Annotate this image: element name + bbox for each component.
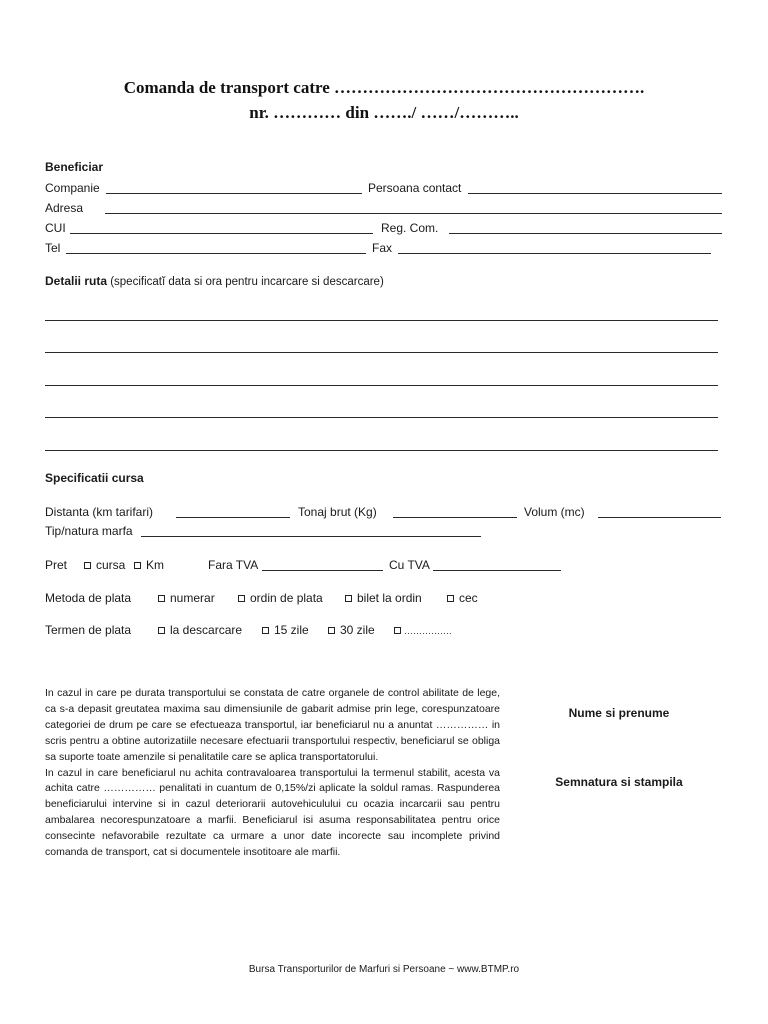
checkbox-icon	[158, 595, 165, 602]
termen-option-15-zile: 15 zile	[274, 623, 309, 637]
ruta-blank-line	[45, 385, 718, 386]
tel-field	[66, 253, 366, 254]
tonaj-field	[393, 517, 517, 518]
companie-row	[0, 180, 768, 196]
distanta-row	[0, 504, 768, 520]
detalii-ruta-heading-group	[45, 273, 384, 290]
cui-label: CUI	[45, 221, 66, 235]
termen-option-la-descarcare: la descarcare	[170, 623, 243, 637]
checkbox-icon	[394, 627, 401, 634]
metoda-plata-label: Metoda de plata	[45, 591, 132, 605]
detalii-ruta-note: (specificatĭ data si ora pentru incarcare si descarcare)	[107, 276, 384, 288]
reg-com-label: Reg. Com.	[381, 221, 439, 235]
fara-tva-field	[262, 570, 383, 571]
checkbox-icon	[262, 627, 269, 634]
cu-tva-label: Cu TVA	[389, 558, 430, 572]
nume-prenume-label: Nume si prenume	[568, 706, 670, 720]
ruta-blank-line	[45, 352, 718, 353]
checkbox-icon	[158, 627, 165, 634]
semnatura-stampila-label: Semnatura si stampila	[555, 775, 683, 789]
adresa-label: Adresa	[45, 201, 84, 215]
checkbox-icon	[238, 595, 245, 602]
distanta-field	[176, 517, 290, 518]
pret-option-cursa: cursa	[96, 558, 126, 572]
tonaj-label: Tonaj brut (Kg)	[298, 505, 377, 519]
document-title: Comanda de transport catre ……………………………………………….	[123, 78, 645, 97]
clauze-text-block	[45, 686, 500, 861]
checkbox-icon	[345, 595, 352, 602]
beneficiar-heading: Beneficiar	[45, 160, 104, 174]
checkbox-icon	[134, 562, 141, 569]
ruta-blank-line	[45, 417, 718, 418]
ruta-blank-line	[45, 450, 718, 451]
detalii-ruta-heading: Detalii ruta	[45, 274, 108, 288]
companie-label: Companie	[45, 181, 100, 195]
specificatii-heading-row	[0, 470, 768, 486]
marfa-row	[0, 523, 768, 539]
adresa-row	[0, 200, 768, 216]
reg-com-field	[449, 233, 722, 234]
pret-row	[0, 557, 768, 573]
cui-row	[0, 220, 768, 236]
tel-label: Tel	[45, 241, 61, 255]
termen-plata-label: Termen de plata	[45, 623, 132, 637]
fax-field	[398, 253, 711, 254]
metoda-plata-row	[0, 590, 768, 606]
termen-option-other: …………….	[404, 626, 452, 636]
volum-field	[598, 517, 721, 518]
persoana-contact-label: Persoana contact	[368, 181, 462, 195]
detalii-ruta-row	[0, 273, 768, 289]
marfa-field	[141, 536, 481, 537]
cui-field	[70, 233, 373, 234]
persoana-contact-field	[468, 193, 722, 194]
fax-label: Fax	[372, 241, 393, 255]
metoda-option-bilet-la-ordin: bilet la ordin	[357, 591, 422, 605]
metoda-option-numerar: numerar	[170, 591, 215, 605]
checkbox-icon	[328, 627, 335, 634]
cu-tva-field	[433, 570, 561, 571]
clause-paragraph: In cazul in care beneficiarul nu achita contravaloarea transportului la termenul stabilit, acesta va achita catre …………… penalitati in cuantum de 0,15%/zi aplicate la soldul ramas. Raspunderea beneficiarului intervine si in cazul deteriorarii autovehiculului cu ocazia incarcarii sau pentru ambalarea necorespunzatoare a marfii. Beneficiarul isi asuma responsabilitatea pentru orice consecinte nefavorabile rezultate ca urmare a unor date incorecte sau incomplete privind comanda de transport, cat si documentele insotitoare ale marfii.	[45, 766, 500, 859]
page-footer: Bursa Transporturilor de Marfuri si Persoane ~ www.BTMP.ro	[248, 964, 520, 975]
companie-field	[106, 193, 362, 194]
pret-label: Pret	[45, 558, 68, 572]
fara-tva-label: Fara TVA	[208, 558, 259, 572]
marfa-label: Tip/natura marfa	[45, 524, 133, 538]
metoda-option-ordin-de-plata: ordin de plata	[250, 591, 323, 605]
checkbox-icon	[447, 595, 454, 602]
beneficiar-heading-row	[0, 159, 768, 175]
ruta-blank-line	[45, 320, 718, 321]
adresa-field	[105, 213, 722, 214]
specificatii-cursa-heading: Specificatii cursa	[45, 471, 144, 485]
termen-option-30-zile: 30 zile	[340, 623, 375, 637]
distanta-label: Distanta (km tarifari)	[45, 505, 154, 519]
metoda-option-cec: cec	[459, 591, 478, 605]
pret-option-km: Km	[146, 558, 164, 572]
checkbox-icon	[84, 562, 91, 569]
tel-row	[0, 240, 768, 256]
clause-paragraph: In cazul in care pe durata transportului se constata de catre organele de control abilitate de lege, ca s-a depasit greutatea maxima sau dimensiunile de gabarit admise prin lege, corespunzatoare categoriei de drum pe care se efectueaza transportul, iar beneficiarul nu a anuntat …………… in scris pentru a obtine autorizatiile necesare efectuarii transportului respectiv, beneficiarul se obliga sa suporte toate amenzile si penalitatile care se aplica transportatorului.	[45, 687, 500, 763]
volum-label: Volum (mc)	[524, 505, 585, 519]
document-number-line: nr. ………… din ……./ ……/………..	[249, 103, 519, 122]
termen-plata-row	[0, 622, 768, 638]
